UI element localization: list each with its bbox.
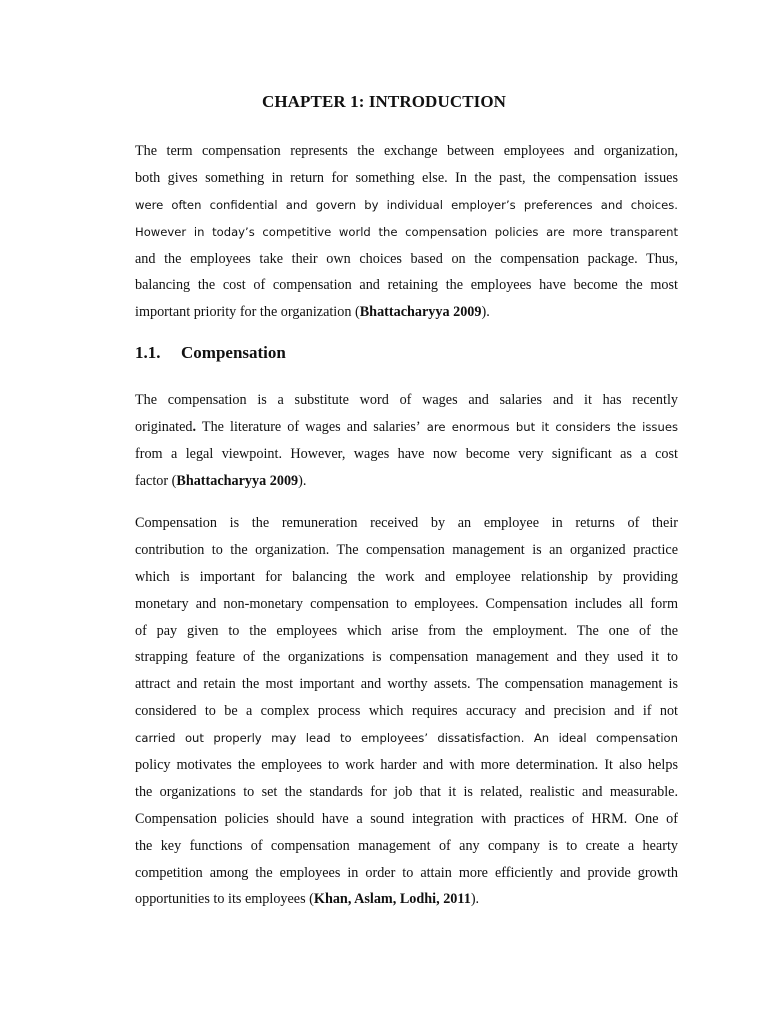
compensation-paragraph-1 [135,387,678,495]
text-segment: An ideal compensation [524,731,678,746]
text-line [135,414,678,441]
text-line: monetary and non-monetary compensation to employees. Compensation includes all form [135,595,678,612]
text-line: were often confidential and govern by individual employer’s preferences and choices. [135,197,678,212]
text-line: the key functions of compensation management of any company is to create a hearty [135,837,678,854]
text-line: Compensation policies should have a sound integration with practices of HRM. One of [135,810,678,827]
text-line [135,299,678,326]
text-line: However in today’s competitive world the compensation policies are more transparent [135,224,678,239]
chapter-title: CHAPTER 1: INTRODUCTION [261,92,507,111]
text-line: both gives something in return for something else. In the past, the compensation issues [135,169,678,186]
text-line: of pay given to the employees which arise from the employment. The one of the [135,622,678,639]
citation: Khan, Aslam, Lodhi, 2011 [313,891,471,908]
compensation-paragraph-2 [135,510,678,913]
text-segment: ). [481,304,490,321]
text-line: and the employees take their own choices based on the compensation package. Thus, [135,250,678,267]
text-line: contribution to the organization. The compensation management is an organized practice [135,541,678,558]
text-line [135,886,678,913]
text-segment: are enormous but it considers the issues [420,419,678,434]
citation: Bhattacharyya 2009 [359,304,482,321]
text-line: competition among the employees in order to attain more efficiently and provide growth [135,864,678,881]
text-segment: opportunities to its employees ( [135,891,314,908]
section-number: 1.1. [135,343,161,362]
section-title: Compensation [181,343,286,362]
text-segment: ). [298,472,307,489]
text-line: which is important for balancing the work and employee relationship by providing [135,568,678,585]
text-line: The compensation is a substitute word of wages and salaries and it has recently [135,392,678,408]
bold-period: . [192,418,197,435]
text-line: attract and retain the most important and worthy assets. The compensation management is [135,676,678,693]
text-segment: ). [470,891,480,908]
text-line: the organizations to set the standards for job that it is related, realistic and measurable. [135,783,678,800]
section-heading [135,343,286,363]
text-line [135,468,678,495]
text-segment: carried out properly may lead to employees’ dissatisfaction. [135,731,525,746]
text-line: The term compensation represents the exchange between employees and organization, [135,143,678,159]
text-segment: The literature of wages and salaries’ [196,418,421,435]
text-line: from a legal viewpoint. However, wages have now become very significant as a cost [135,445,678,462]
text-segment: originated [135,418,193,435]
citation: Bhattacharyya 2009 [176,472,299,489]
text-segment: important priority for the organization ( [135,304,360,321]
intro-paragraph [135,138,678,326]
text-line: balancing the cost of compensation and retaining the employees have become the most [135,277,678,294]
text-line: strapping feature of the organizations is compensation management and they used it to [135,649,678,666]
text-line [135,725,678,752]
text-line: considered to be a complex process which requires accuracy and precision and if not [135,703,678,720]
text-line: policy motivates the employees to work harder and with more determination. It also helps [135,757,678,774]
text-segment: factor ( [135,472,177,489]
text-line: Compensation is the remuneration received by an employee in returns of their [135,515,678,531]
